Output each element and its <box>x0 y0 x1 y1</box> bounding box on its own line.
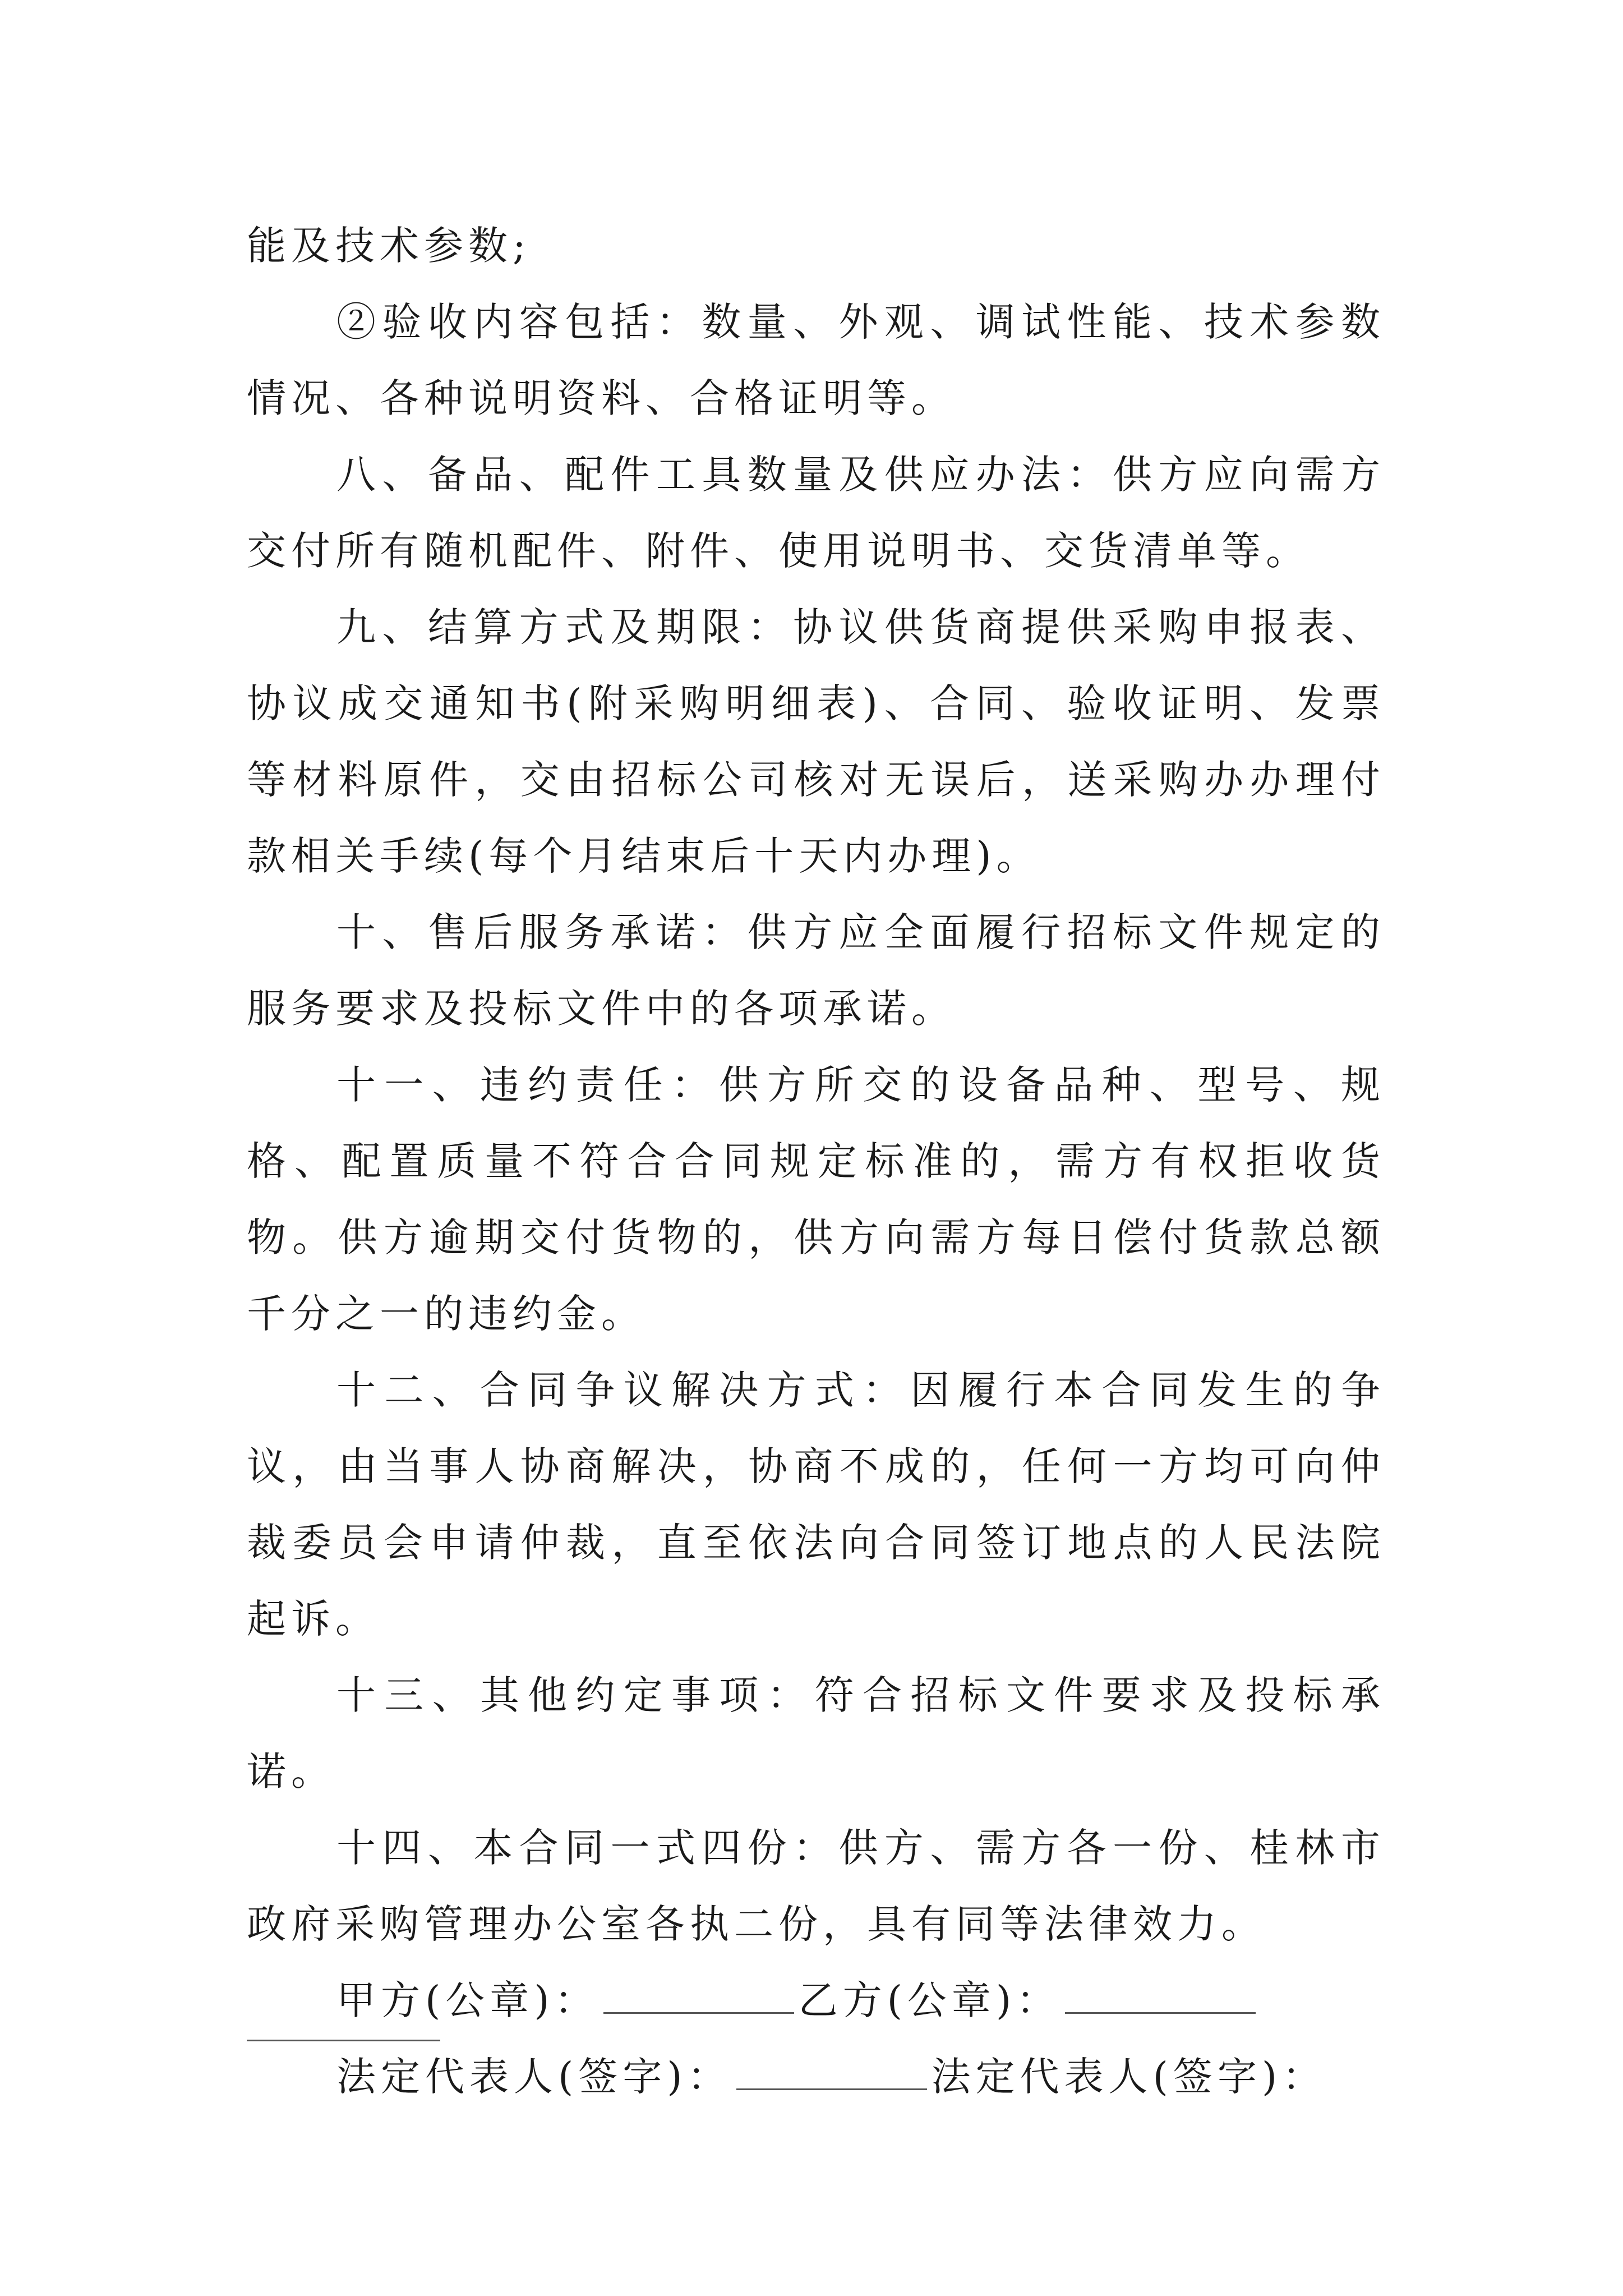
contract-body <box>247 208 1385 2115</box>
paragraph-section-8: 八、备品、配件工具数量及供应办法：供方应向需方交付所有随机配件、附件、使用说明书、交货清单等。 <box>247 452 1385 574</box>
paragraph-section-14: 十四、本合同一式四份：供方、需方各一份、桂林市政府采购管理办公室各执二份，具有同等法律效力。 <box>247 1825 1385 1947</box>
paragraph-acceptance-content: ②验收内容包括：数量、外观、调试性能、技术参数情况、各种说明资料、合格证明等。 <box>247 299 1385 421</box>
signature-continuation-rule <box>247 2040 440 2041</box>
party-a-seal-blank <box>603 1978 794 2014</box>
representative-line <box>247 2039 1385 2115</box>
paragraph-section-9: 九、结算方式及期限：协议供货商提供采购申报表、协议成交通知书(附采购明细表)、合同、验收证明、发票等材料原件，交由招标公司核对无误后，送采购办办理付款相关手续(每个月结束后十天内办理)。 <box>247 604 1385 879</box>
paragraph-continuation: 能及技术参数; <box>247 223 531 269</box>
paragraph-section-11: 十一、违约责任：供方所交的设备品种、型号、规格、配置质量不符合合同规定标准的，需方有权拒收货物。供方逾期交付货物的，供方向需方每日偿付货款总额千分之一的违约金。 <box>247 1062 1385 1337</box>
paragraph-section-12: 十二、合同争议解决方式：因履行本合同发生的争议，由当事人协商解决，协商不成的，任何一方均可向仲裁委员会申请仲裁，直至依法向合同签订地点的人民法院起诉。 <box>247 1367 1385 1642</box>
paragraph-section-10: 十、售后服务承诺：供方应全面履行招标文件规定的服务要求及投标文件中的各项承诺。 <box>247 909 1385 1032</box>
party-b-rep-label: 法定代表人(签字)： <box>931 2054 1327 2100</box>
party-b-seal-blank <box>1065 1978 1256 2014</box>
party-a-rep-label: 法定代表人(签字)： <box>336 2054 732 2100</box>
paragraph-section-13: 十三、其他约定事项：符合招标文件要求及投标承诺。 <box>247 1672 1385 1795</box>
seal-line <box>247 1962 1385 2039</box>
party-a-rep-blank <box>736 2055 927 2090</box>
party-a-seal-label: 甲方(公章)： <box>336 1977 599 2023</box>
party-b-seal-label: 乙方(公章)： <box>798 1977 1061 2023</box>
